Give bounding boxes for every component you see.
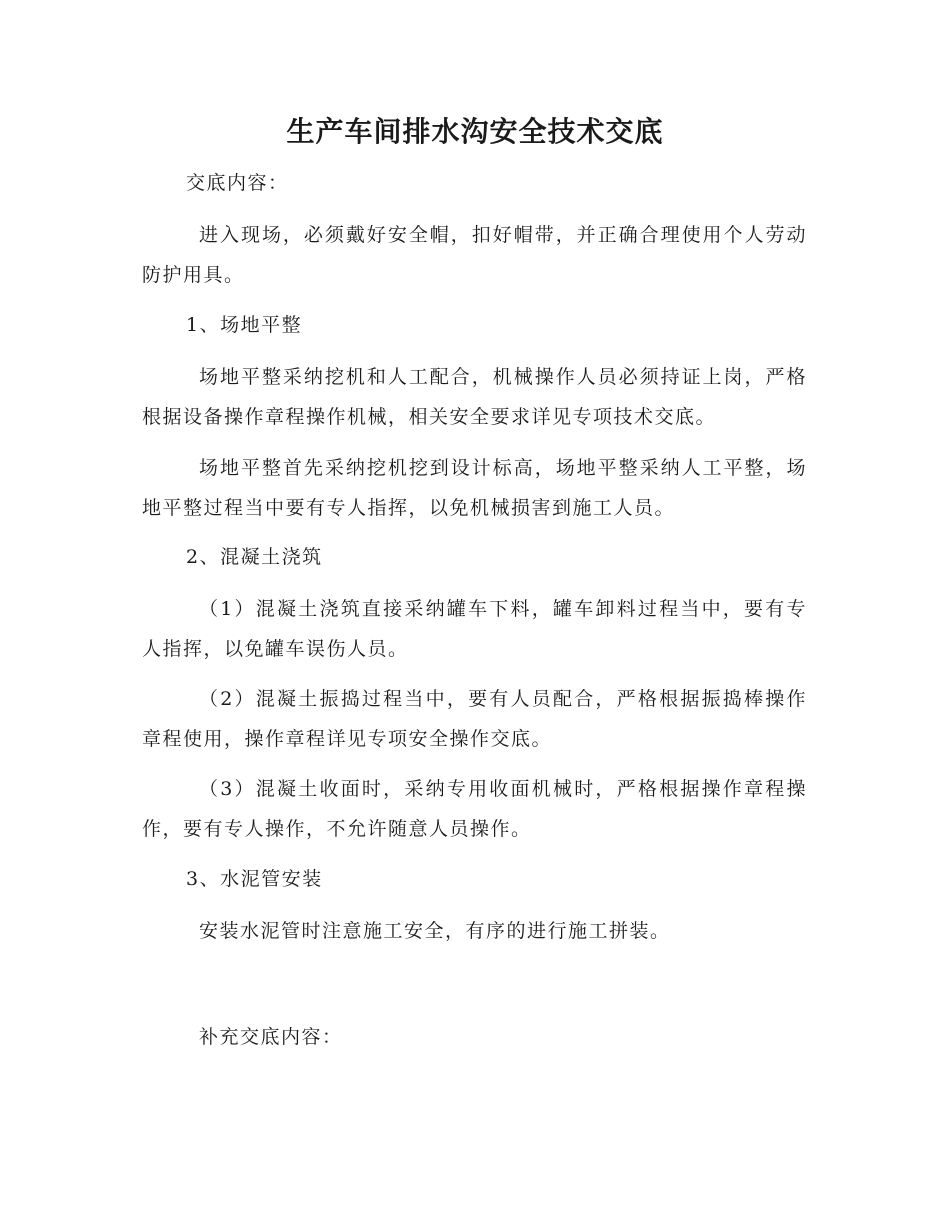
intro-paragraph: 进入现场，必须戴好安全帽，扣好帽带，并正确合理使用个人劳动防护用具。 bbox=[142, 224, 807, 286]
paragraph-site-leveling-2: 场地平整首先采纳挖机挖到设计标高，场地平整采纳人工平整，场地平整过程当中要有专人指挥，以免机械损害到施工人员。 bbox=[142, 457, 807, 519]
paragraph-concrete-1: （1）混凝土浇筑直接采纳罐车下料，罐车卸料过程当中，要有专人指挥，以免罐车误伤人员。 bbox=[142, 598, 807, 660]
supplement-label: 补充交底内容： bbox=[199, 1026, 343, 1048]
paragraph-site-leveling-1: 场地平整采纳挖机和人工配合，机械操作人员必须持证上岗，严格根据设备操作章程操作机械，相关安全要求详见专项技术交底。 bbox=[142, 366, 807, 428]
paragraph-concrete-3: （3）混凝土收面时，采纳专用收面机械时，严格根据操作章程操作，要有专人操作，不允许随意人员操作。 bbox=[142, 778, 807, 840]
intro-label: 交底内容： bbox=[186, 172, 289, 194]
document-title: 生产车间排水沟安全技术交底 bbox=[286, 115, 664, 148]
paragraph-concrete-2: （2）混凝土振捣过程当中，要有人员配合，严格根据振捣棒操作章程使用，操作章程详见专项安全操作交底。 bbox=[142, 688, 807, 750]
section-heading-concrete-pouring: 2、混凝土浇筑 bbox=[186, 546, 323, 568]
section-heading-site-leveling: 1、场地平整 bbox=[186, 314, 303, 336]
paragraph-cement-pipe-1: 安装水泥管时注意施工安全，有序的进行施工拼装。 bbox=[199, 920, 671, 942]
section-heading-cement-pipe: 3、水泥管安装 bbox=[186, 868, 323, 890]
